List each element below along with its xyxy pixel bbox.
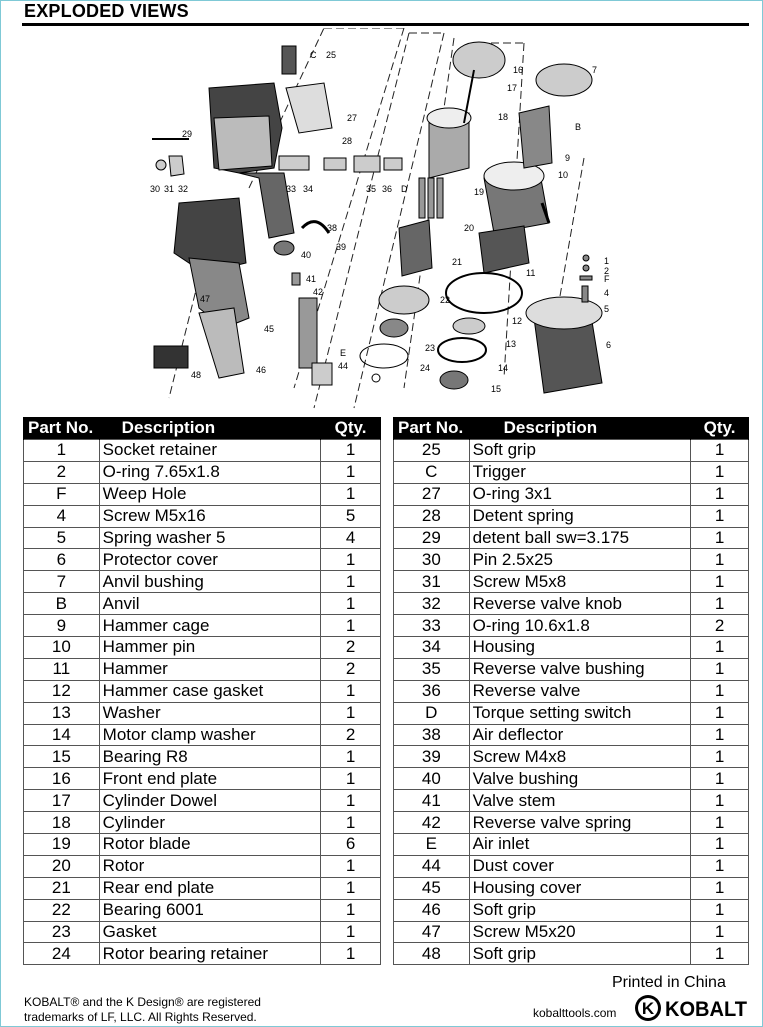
callout-label: 22 bbox=[440, 295, 451, 305]
description-cell: O-ring 3x1 bbox=[469, 483, 691, 505]
table-row bbox=[394, 790, 749, 812]
description-cell: Rotor bbox=[99, 855, 321, 877]
description-cell: Air deflector bbox=[469, 724, 691, 746]
qty-cell: 1 bbox=[691, 483, 749, 505]
description-cell: Gasket bbox=[99, 921, 321, 943]
kobalt-logo bbox=[633, 993, 749, 1023]
table-row bbox=[24, 593, 381, 615]
table-row bbox=[394, 921, 749, 943]
callout-label: 47 bbox=[200, 294, 211, 304]
description-cell: O-ring 7.65x1.8 bbox=[99, 461, 321, 483]
description-cell: Pin 2.5x25 bbox=[469, 549, 691, 571]
svg-text:KOBALT: KOBALT bbox=[665, 998, 748, 1021]
table-row bbox=[24, 943, 381, 965]
description-cell: Protector cover bbox=[99, 549, 321, 571]
callout-label: 27 bbox=[347, 113, 358, 123]
callout-label: 4 bbox=[604, 288, 610, 298]
part-no-cell: 48 bbox=[394, 943, 470, 965]
qty-cell: 1 bbox=[691, 724, 749, 746]
table-row bbox=[24, 483, 381, 505]
part-no-cell: 12 bbox=[24, 680, 100, 702]
qty-cell: 1 bbox=[691, 790, 749, 812]
description-cell: Valve stem bbox=[469, 790, 691, 812]
table-row bbox=[24, 724, 381, 746]
callout-label: 41 bbox=[306, 274, 317, 284]
part-no-cell: 5 bbox=[24, 527, 100, 549]
part-no-cell: 4 bbox=[24, 505, 100, 527]
description-cell: Dust cover bbox=[469, 855, 691, 877]
qty-cell: 5 bbox=[321, 505, 381, 527]
table-row bbox=[24, 768, 381, 790]
part-no-cell: 25 bbox=[394, 440, 470, 462]
callout-label: 2 bbox=[604, 266, 610, 276]
qty-cell: 1 bbox=[321, 680, 381, 702]
col-header-qty: Qty. bbox=[321, 417, 381, 440]
col-header-qty: Qty. bbox=[691, 417, 749, 440]
description-cell: Trigger bbox=[469, 461, 691, 483]
callout-label: 14 bbox=[498, 363, 509, 373]
description-cell: Washer bbox=[99, 702, 321, 724]
callout-label: 17 bbox=[507, 83, 518, 93]
part-no-cell: 28 bbox=[394, 505, 470, 527]
part-no-cell: 30 bbox=[394, 549, 470, 571]
part-no-cell: 15 bbox=[24, 746, 100, 768]
printed-in-label: Printed in China bbox=[612, 974, 726, 991]
description-cell: Anvil bushing bbox=[99, 571, 321, 593]
callout-label: 10 bbox=[558, 170, 569, 180]
qty-cell: 1 bbox=[321, 615, 381, 637]
part-no-cell: 19 bbox=[24, 834, 100, 856]
callout-label: 48 bbox=[191, 370, 202, 380]
callout-label: 20 bbox=[464, 223, 475, 233]
qty-cell: 1 bbox=[321, 921, 381, 943]
part-no-cell: F bbox=[24, 483, 100, 505]
part-no-cell: 33 bbox=[394, 615, 470, 637]
part-no-cell: 34 bbox=[394, 637, 470, 659]
callout-label: 31 bbox=[164, 184, 175, 194]
qty-cell: 1 bbox=[691, 549, 749, 571]
part-no-cell: 47 bbox=[394, 921, 470, 943]
callout-label: C bbox=[310, 50, 317, 60]
callout-label: 6 bbox=[606, 340, 612, 350]
table-row bbox=[394, 680, 749, 702]
callout-label: 15 bbox=[491, 384, 502, 394]
qty-cell: 1 bbox=[691, 834, 749, 856]
qty-cell: 1 bbox=[321, 571, 381, 593]
table-row bbox=[394, 943, 749, 965]
description-cell: Bearing 6001 bbox=[99, 899, 321, 921]
qty-cell: 2 bbox=[321, 637, 381, 659]
table-row bbox=[24, 680, 381, 702]
description-cell: Reverse valve bushing bbox=[469, 658, 691, 680]
table-row bbox=[24, 571, 381, 593]
table-row bbox=[394, 899, 749, 921]
qty-cell: 1 bbox=[691, 921, 749, 943]
table-row bbox=[394, 768, 749, 790]
description-cell: Screw M4x8 bbox=[469, 746, 691, 768]
description-cell: Housing cover bbox=[469, 877, 691, 899]
qty-cell: 1 bbox=[691, 637, 749, 659]
table-row bbox=[394, 527, 749, 549]
description-cell: Rear end plate bbox=[99, 877, 321, 899]
table-row bbox=[24, 549, 381, 571]
table-row bbox=[24, 702, 381, 724]
description-cell: O-ring 10.6x1.8 bbox=[469, 615, 691, 637]
table-row bbox=[24, 746, 381, 768]
part-no-cell: B bbox=[24, 593, 100, 615]
part-no-cell: 10 bbox=[24, 637, 100, 659]
table-row bbox=[394, 571, 749, 593]
qty-cell: 1 bbox=[691, 593, 749, 615]
callout-label: 29 bbox=[182, 129, 193, 139]
svg-text:K: K bbox=[641, 999, 655, 1018]
table-row bbox=[24, 637, 381, 659]
callout-label: 19 bbox=[474, 187, 485, 197]
description-cell: Screw M5x16 bbox=[99, 505, 321, 527]
table-row bbox=[24, 812, 381, 834]
callout-label: 11 bbox=[526, 268, 536, 278]
callout-label: 45 bbox=[264, 324, 275, 334]
qty-cell: 1 bbox=[321, 440, 381, 462]
description-cell: Hammer pin bbox=[99, 637, 321, 659]
description-cell: Reverse valve spring bbox=[469, 812, 691, 834]
qty-cell: 2 bbox=[321, 658, 381, 680]
qty-cell: 2 bbox=[321, 724, 381, 746]
description-cell: Socket retainer bbox=[99, 440, 321, 462]
part-no-cell: 44 bbox=[394, 855, 470, 877]
description-cell: Screw M5x20 bbox=[469, 921, 691, 943]
part-no-cell: 45 bbox=[394, 877, 470, 899]
callout-label: 24 bbox=[420, 363, 431, 373]
part-no-cell: 18 bbox=[24, 812, 100, 834]
callout-label: 36 bbox=[382, 184, 393, 194]
part-no-cell: 9 bbox=[24, 615, 100, 637]
callout-label: 28 bbox=[342, 136, 353, 146]
qty-cell: 1 bbox=[691, 527, 749, 549]
qty-cell: 6 bbox=[321, 834, 381, 856]
qty-cell: 1 bbox=[321, 746, 381, 768]
part-no-cell: D bbox=[394, 702, 470, 724]
callout-label: 1 bbox=[604, 256, 610, 266]
qty-cell: 1 bbox=[691, 812, 749, 834]
part-no-cell: 29 bbox=[394, 527, 470, 549]
description-cell: Anvil bbox=[99, 593, 321, 615]
page-title: EXPLODED VIEWS bbox=[24, 1, 189, 21]
description-cell: Screw M5x8 bbox=[469, 571, 691, 593]
table-row bbox=[394, 724, 749, 746]
qty-cell: 1 bbox=[321, 812, 381, 834]
callout-label: 35 bbox=[366, 184, 377, 194]
part-no-cell: 6 bbox=[24, 549, 100, 571]
table-row bbox=[394, 746, 749, 768]
qty-cell: 1 bbox=[691, 877, 749, 899]
description-cell: Rotor blade bbox=[99, 834, 321, 856]
description-cell: Reverse valve bbox=[469, 680, 691, 702]
callout-label: 46 bbox=[256, 365, 267, 375]
qty-cell: 4 bbox=[321, 527, 381, 549]
callout-label: 32 bbox=[178, 184, 189, 194]
description-cell: Bearing R8 bbox=[99, 746, 321, 768]
callout-label: 40 bbox=[301, 250, 312, 260]
qty-cell: 1 bbox=[321, 461, 381, 483]
part-no-cell: 2 bbox=[24, 461, 100, 483]
callout-label: 5 bbox=[604, 304, 610, 314]
col-header-part-no: Part No. bbox=[394, 417, 470, 440]
table-row bbox=[24, 834, 381, 856]
trademark-line-1: KOBALT® and the K Design® are registered bbox=[24, 995, 261, 1009]
part-no-cell: 21 bbox=[24, 877, 100, 899]
part-no-cell: 1 bbox=[24, 440, 100, 462]
qty-cell: 1 bbox=[691, 768, 749, 790]
website-link[interactable]: kobalttools.com bbox=[533, 1006, 617, 1020]
table-row bbox=[394, 834, 749, 856]
qty-cell: 1 bbox=[691, 943, 749, 965]
table-row bbox=[24, 790, 381, 812]
table-row bbox=[24, 527, 381, 549]
title-underline bbox=[22, 23, 749, 26]
table-row bbox=[394, 855, 749, 877]
description-cell: detent ball sw=3.175 bbox=[469, 527, 691, 549]
callout-label: E bbox=[340, 348, 347, 358]
part-no-cell: 17 bbox=[24, 790, 100, 812]
table-row bbox=[394, 637, 749, 659]
table-row bbox=[24, 855, 381, 877]
description-cell: Rotor bearing retainer bbox=[99, 943, 321, 965]
qty-cell: 1 bbox=[321, 855, 381, 877]
table-row bbox=[24, 877, 381, 899]
col-header-part-no: Part No. bbox=[24, 417, 100, 440]
callout-label: 25 bbox=[326, 50, 337, 60]
trademark-line-2: trademarks of LF, LLC. All Rights Reserved. bbox=[24, 1010, 257, 1024]
qty-cell: 1 bbox=[321, 549, 381, 571]
callout-label: 9 bbox=[565, 153, 571, 163]
description-cell: Spring washer 5 bbox=[99, 527, 321, 549]
qty-cell: 1 bbox=[691, 899, 749, 921]
part-no-cell: C bbox=[394, 461, 470, 483]
qty-cell: 1 bbox=[691, 658, 749, 680]
description-cell: Torque setting switch bbox=[469, 702, 691, 724]
part-no-cell: 24 bbox=[24, 943, 100, 965]
col-header-description: Description bbox=[99, 417, 321, 440]
part-no-cell: 36 bbox=[394, 680, 470, 702]
part-no-cell: 35 bbox=[394, 658, 470, 680]
callout-label: 44 bbox=[338, 361, 349, 371]
part-no-cell: E bbox=[394, 834, 470, 856]
table-row bbox=[24, 658, 381, 680]
table-row bbox=[24, 921, 381, 943]
callout-label: 39 bbox=[336, 242, 347, 252]
callout-label: 34 bbox=[303, 184, 314, 194]
qty-cell: 1 bbox=[321, 943, 381, 965]
part-no-cell: 32 bbox=[394, 593, 470, 615]
table-row bbox=[24, 899, 381, 921]
table-row bbox=[394, 658, 749, 680]
qty-cell: 1 bbox=[691, 855, 749, 877]
description-cell: Weep Hole bbox=[99, 483, 321, 505]
part-no-cell: 39 bbox=[394, 746, 470, 768]
description-cell: Reverse valve knob bbox=[469, 593, 691, 615]
table-row bbox=[394, 877, 749, 899]
callout-label: 30 bbox=[150, 184, 161, 194]
qty-cell: 2 bbox=[691, 615, 749, 637]
table-row bbox=[394, 812, 749, 834]
description-cell: Hammer cage bbox=[99, 615, 321, 637]
description-cell: Housing bbox=[469, 637, 691, 659]
callout-label: 7 bbox=[592, 65, 598, 75]
part-no-cell: 13 bbox=[24, 702, 100, 724]
description-cell: Air inlet bbox=[469, 834, 691, 856]
description-cell: Valve bushing bbox=[469, 768, 691, 790]
part-no-cell: 27 bbox=[394, 483, 470, 505]
qty-cell: 1 bbox=[691, 440, 749, 462]
part-no-cell: 23 bbox=[24, 921, 100, 943]
table-row bbox=[394, 440, 749, 462]
qty-cell: 1 bbox=[691, 571, 749, 593]
table-row bbox=[394, 549, 749, 571]
table-row bbox=[394, 505, 749, 527]
exploded-view-diagram bbox=[24, 28, 749, 413]
table-row bbox=[394, 615, 749, 637]
description-cell: Cylinder Dowel bbox=[99, 790, 321, 812]
part-no-cell: 46 bbox=[394, 899, 470, 921]
parts-table-left bbox=[23, 417, 381, 965]
table-row bbox=[394, 461, 749, 483]
qty-cell: 1 bbox=[691, 702, 749, 724]
description-cell: Soft grip bbox=[469, 440, 691, 462]
qty-cell: 1 bbox=[321, 768, 381, 790]
description-cell: Hammer case gasket bbox=[99, 680, 321, 702]
col-header-description: Description bbox=[469, 417, 691, 440]
callout-label: 16 bbox=[513, 65, 524, 75]
table-row bbox=[24, 461, 381, 483]
callout-label: 21 bbox=[452, 257, 463, 267]
qty-cell: 1 bbox=[321, 899, 381, 921]
table-row bbox=[394, 483, 749, 505]
part-no-cell: 14 bbox=[24, 724, 100, 746]
qty-cell: 1 bbox=[691, 505, 749, 527]
callout-label: 42 bbox=[313, 287, 324, 297]
table-row bbox=[394, 593, 749, 615]
callout-label: 13 bbox=[506, 339, 517, 349]
qty-cell: 1 bbox=[691, 680, 749, 702]
qty-cell: 1 bbox=[321, 483, 381, 505]
description-cell: Hammer bbox=[99, 658, 321, 680]
description-cell: Soft grip bbox=[469, 943, 691, 965]
qty-cell: 1 bbox=[691, 746, 749, 768]
part-no-cell: 40 bbox=[394, 768, 470, 790]
part-no-cell: 20 bbox=[24, 855, 100, 877]
description-cell: Detent spring bbox=[469, 505, 691, 527]
callout-label: F bbox=[604, 274, 610, 284]
part-no-cell: 22 bbox=[24, 899, 100, 921]
table-row bbox=[394, 702, 749, 724]
qty-cell: 1 bbox=[321, 790, 381, 812]
description-cell: Soft grip bbox=[469, 899, 691, 921]
qty-cell: 1 bbox=[321, 593, 381, 615]
part-no-cell: 41 bbox=[394, 790, 470, 812]
callout-label: 23 bbox=[425, 343, 436, 353]
qty-cell: 1 bbox=[321, 877, 381, 899]
trademark-notice bbox=[24, 995, 261, 1025]
callout-label: D bbox=[401, 184, 408, 194]
callout-label: 38 bbox=[327, 223, 338, 233]
part-no-cell: 42 bbox=[394, 812, 470, 834]
qty-cell: 1 bbox=[691, 461, 749, 483]
parts-table-right bbox=[393, 417, 749, 965]
description-cell: Cylinder bbox=[99, 812, 321, 834]
description-cell: Front end plate bbox=[99, 768, 321, 790]
table-row bbox=[24, 505, 381, 527]
part-no-cell: 11 bbox=[24, 658, 100, 680]
callout-label: B bbox=[575, 122, 582, 132]
table-row bbox=[24, 615, 381, 637]
description-cell: Motor clamp washer bbox=[99, 724, 321, 746]
part-no-cell: 7 bbox=[24, 571, 100, 593]
callout-label: 33 bbox=[286, 184, 297, 194]
qty-cell: 1 bbox=[321, 702, 381, 724]
callout-label: 18 bbox=[498, 112, 509, 122]
part-no-cell: 16 bbox=[24, 768, 100, 790]
part-no-cell: 38 bbox=[394, 724, 470, 746]
part-no-cell: 31 bbox=[394, 571, 470, 593]
table-row bbox=[24, 440, 381, 462]
callout-label: 12 bbox=[512, 316, 523, 326]
